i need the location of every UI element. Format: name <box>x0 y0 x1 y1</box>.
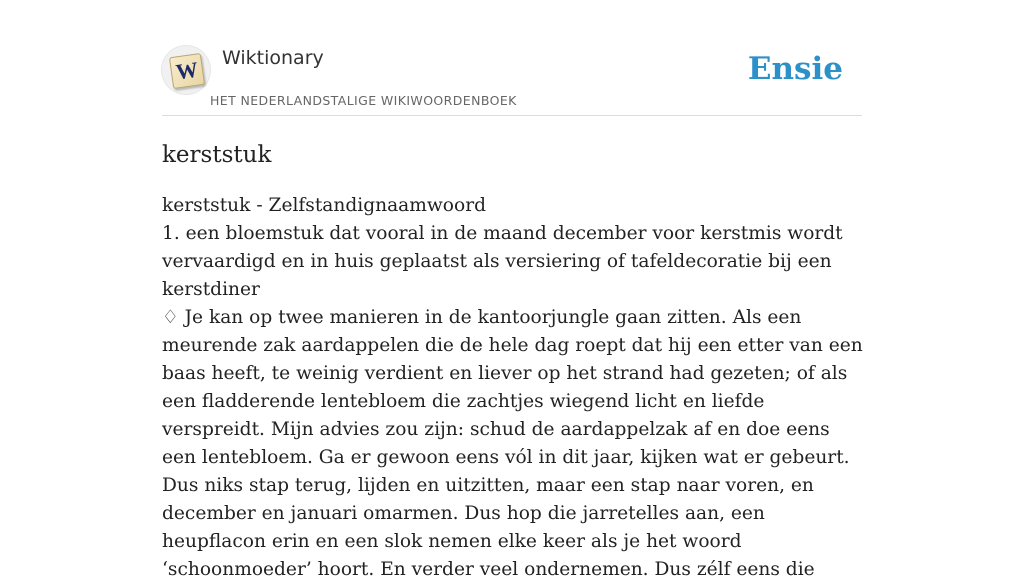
wiktionary-logo[interactable] <box>162 46 210 94</box>
part-of-speech-line: kerststuk - Zelfstandignaamwoord <box>162 195 486 216</box>
page-title: kerststuk <box>162 142 272 168</box>
site-title[interactable]: Wiktionary <box>222 47 324 69</box>
header-divider <box>162 115 862 116</box>
wiktionary-logo-icon: W <box>169 53 205 89</box>
example-text: ♢ Je kan op twee manieren in de kantoorjungle gaan zitten. Als een meurende zak aardappelen die de hele dag roept dat hij een etter van een baas heeft, te weinig verdient en liever op het strand had gezeten; of als een fladderende lentebloem die zachtjes wiegend licht en liefde verspreidt. Mijn advies zou zijn: schud de aardappelzak af en doe eens een lentebloem. Ga er gewoon eens vól in dit jaar, kijken wat er gebeurt. Dus niks stap terug, lijden en uitzitten, maar een stap naar voren, en december en januari omarmen. Dus hop die jarretelles aan, een heupflacon erin en een slok nemen elke keer als je het woord ‘schoonmoeder’ hoort. En verder veel ondernemen. Dus zélf eens die <box>162 307 863 580</box>
definition-text: 1. een bloemstuk dat vooral in de maand december voor kerstmis wordt vervaardigd en in huis geplaatst als versiering of tafeldecoratie bij een kerstdiner <box>162 223 843 300</box>
entry-content <box>162 192 867 584</box>
site-subtitle: HET NEDERLANDSTALIGE WIKIWOORDENBOEK <box>210 93 517 108</box>
ensie-brand-link[interactable]: Ensie <box>747 51 843 87</box>
